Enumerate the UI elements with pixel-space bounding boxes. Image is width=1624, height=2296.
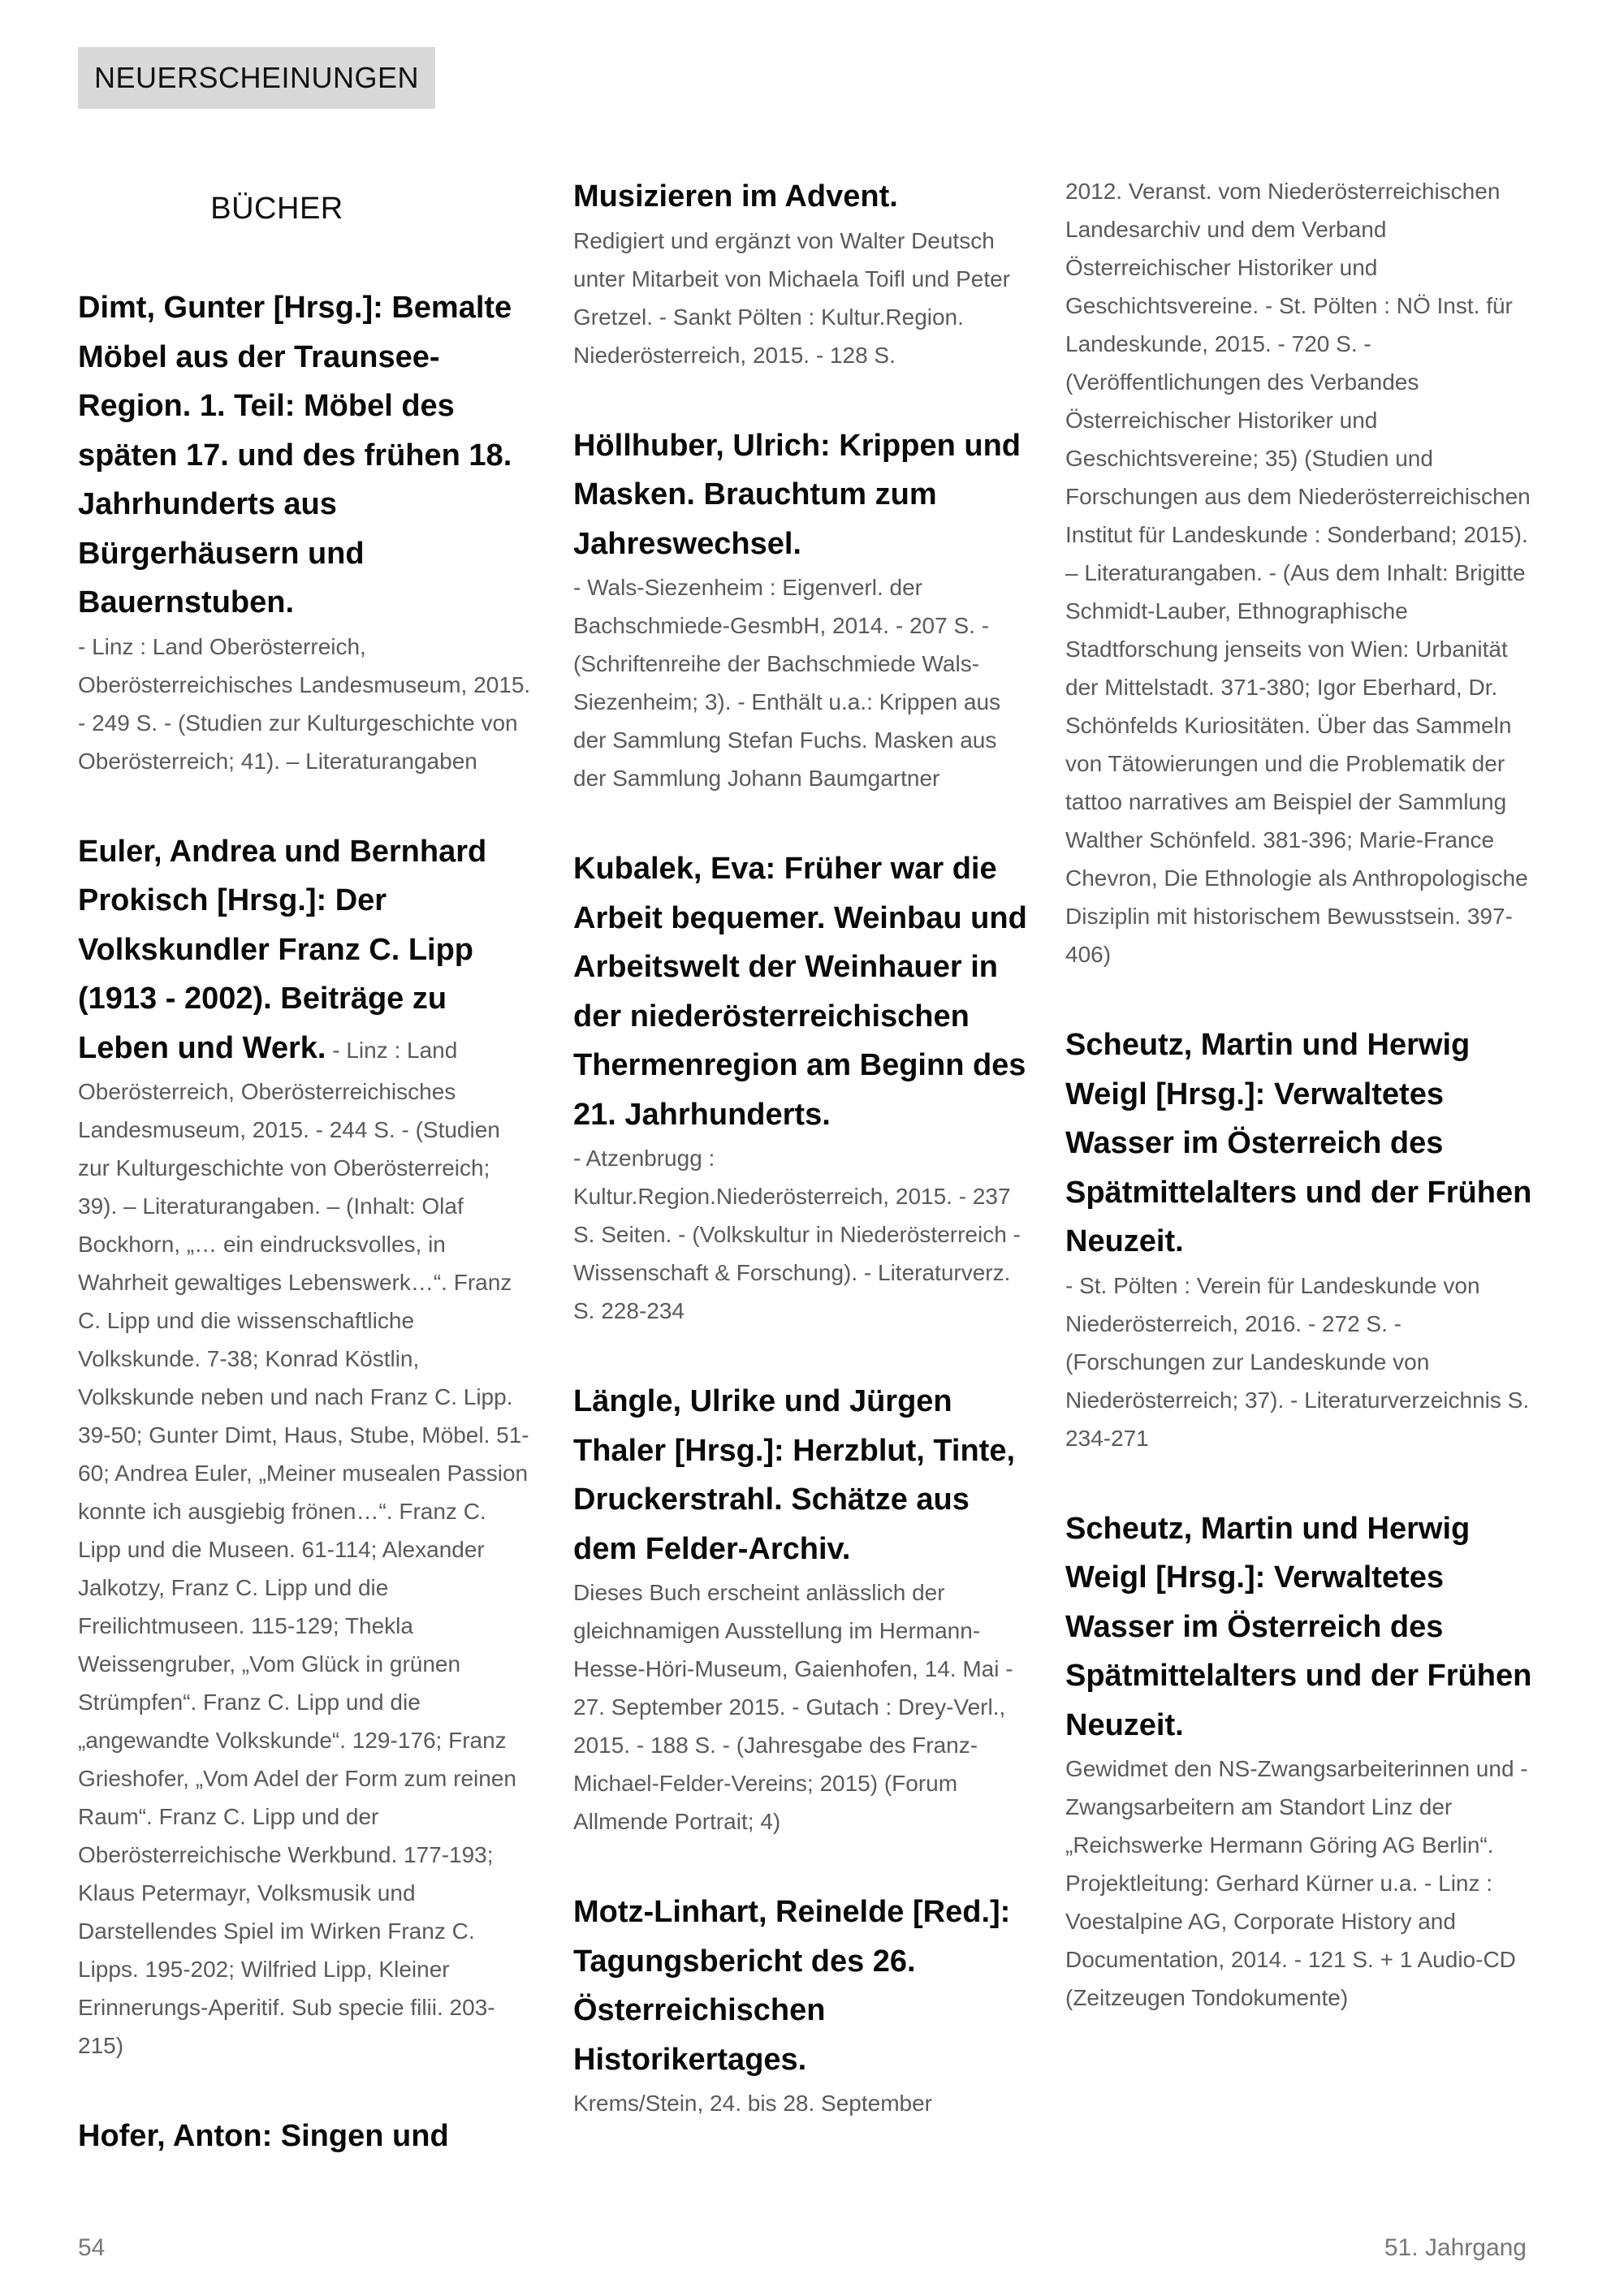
entry-body: Gewidmet den NS-Zwangsarbeiterinnen und -Zwangsarbeitern am Standort Linz der „Reichswerke Hermann Göring AG Berlin“. Projektleitung: Gerhard Kürner u.a. - Linz : Voestalpine AG, Corporate History and Documentation, 2014. - 121 S. + 1 Audio-CD (Zeitzeugen Tondokumente) bbox=[1065, 1756, 1528, 2010]
book-entry bbox=[573, 1888, 1028, 2122]
entry-body: Dieses Buch erscheint anlässlich der gleichnamigen Ausstellung im Hermann-Hesse-Höri-Museum, Gaienhofen, 14. Mai - 27. September 2015. - Gutach : Drey-Verl., 2015. - 188 S. - (Jahresgabe des Franz-Michael-Felder-Vereins; 2015) (Forum Allmende Portrait; 4) bbox=[573, 1580, 1013, 1834]
entry-title: Motz-Linhart, Reinelde [Red.]: Tagungsbericht des 26. Österreichischen Historikertages. bbox=[573, 1895, 1011, 2077]
book-entry bbox=[573, 844, 1028, 1330]
book-entry bbox=[573, 172, 1028, 374]
entry-title: Längle, Ulrike und Jürgen Thaler [Hrsg.]: Herzblut, Tinte, Druckerstrahl. Schätze aus dem Felder-Archiv. bbox=[573, 1384, 1016, 1566]
column-3 bbox=[1065, 172, 1536, 2064]
entry-continuation: 2012. Veranst. vom Niederösterreichischen Landesarchiv und dem Verband Österreichischer Historiker und Geschichtsvereine. - St. Pölten : NÖ Inst. für Landeskunde, 2015. - 720 S. - (Veröffentlichungen des Verbandes Österreichischer Historiker und Geschichtsvereine; 35) (Studien und Forschungen aus dem Niederösterreichischen Institut für Landeskunde : Sonderband; 2015). – Literaturangaben. - (Aus dem Inhalt: Brigitte Schmidt-Lauber, Ethnographische Stadtforschung jenseits von Wien: Urbanität der Mittelstadt. 371-380; Igor Eberhard, Dr. Schönfelds Kuriositäten. Über das Sammeln von Tätowierungen und die Problematik der tattoo narratives am Beispiel der Sammlung Walther Schönfeld. 381-396; Marie-France Chevron, Die Ethnologie als Anthropologische Disziplin mit historischem Bewusstsein. 397-406) bbox=[1065, 179, 1531, 967]
category-heading: BÜCHER bbox=[210, 192, 343, 226]
entry-title: Dimt, Gunter [Hrsg.]: Bemalte Möbel aus der Traunsee-Region. 1. Teil: Möbel des späten 17. und des frühen 18. Jahrhunderts aus Bürgerhäusern und Bauernstuben. bbox=[78, 291, 512, 619]
entry-body: - St. Pölten : Verein für Landeskunde von Niederösterreich, 2016. - 272 S. - (Forschungen zur Landeskunde von Niederösterreich; 37). - Literaturverzeichnis S. 234-271 bbox=[1065, 1272, 1530, 1451]
entry-body: - Wals-Siezenheim : Eigenverl. der Bachschmiede-GesmbH, 2014. - 207 S. - (Schriftenreihe der Bachschmiede Wals-Siezenheim; 3). - Enthält u.a.: Krippen aus der Sammlung Stefan Fuchs. Masken aus der Sammlung Johann Baumgartner bbox=[573, 575, 1001, 791]
volume-label: 51. Jahrgang bbox=[1384, 2234, 1527, 2261]
page-number: 54 bbox=[78, 2234, 106, 2261]
book-entry bbox=[1065, 1021, 1536, 1457]
entry-body: - Linz : Land Oberösterreich, Oberösterreichisches Landesmuseum, 2015. - 244 S. - (Studien zur Kulturgeschichte von Oberösterreich; 39). – Literaturangaben. – (Inhalt: Olaf Bockhorn, „… ein eindrucksvolles, in Wahrheit gewaltiges Lebenswerk…“. Franz C. Lipp und die wissenschaftliche Volkskunde. 7-38; Konrad Köstlin, Volkskunde neben und nach Franz C. Lipp. 39-50; Gunter Dimt, Haus, Stube, Möbel. 51-60; Andrea Euler, „Meiner musealen Passion konnte ich ausgiebig frönen…“. Franz C. Lipp und die Museen. 61-114; Alexander Jalkotzy, Franz C. Lipp und die Freilichtmuseen. 115-129; Thekla Weissengruber, „Vom Glück in grünen Strümpfen“. Franz C. Lipp und die „angewandte Volkskunde“. 129-176; Franz Grieshofer, „Vom Adel der Form zum reinen Raum“. Franz C. Lipp und der Oberösterreichische Werkbund. 177-193; Klaus Petermayr, Volksmusik und Darstellendes Spiel im Wirken Franz C. Lipps. 195-202; Wilfried Lipp, Kleiner Erinnerungs-Aperitif. Sub specie filii. 203-215) bbox=[78, 1037, 529, 2058]
book-entry bbox=[78, 827, 533, 2065]
entry-body: - Atzenbrugg : Kultur.Region.Niederösterreich, 2015. - 237 S. Seiten. - (Volkskultur in Niederösterreich - Wissenschaft & Forschung). - Literaturverz. S. 228-234 bbox=[573, 1146, 1021, 1323]
column-1 bbox=[78, 172, 533, 2208]
section-tag: NEUERSCHEINUNGEN bbox=[78, 47, 435, 109]
entry-body: - Linz : Land Oberösterreich, Oberösterreichisches Landesmuseum, 2015. - 249 S. - (Studien zur Kulturgeschichte von Oberösterreich; 41). – Literaturangaben bbox=[78, 633, 531, 774]
entry-title: Höllhuber, Ulrich: Krippen und Masken. Brauchtum zum Jahreswechsel. bbox=[573, 428, 1021, 561]
entry-title: Scheutz, Martin und Herwig Weigl [Hrsg.]: Verwaltetes Wasser im Österreich des Spätmittelalters und der Frühen Neuzeit. bbox=[1065, 1511, 1532, 1742]
entry-body: Redigiert und ergänzt von Walter Deutsch unter Mitarbeit von Michaela Toifl und Peter Gretzel. - Sankt Pölten : Kultur.Region. Niederösterreich, 2015. - 128 S. bbox=[573, 227, 1010, 368]
book-entry bbox=[573, 1377, 1028, 1841]
entry-title: Kubalek, Eva: Früher war die Arbeit bequemer. Weinbau und Arbeitswelt der Weinhauer in der niederösterreichischen Thermenregion am Beginn des 21. Jahrhunderts. bbox=[573, 852, 1027, 1132]
entry-title: Hofer, Anton: Singen und bbox=[78, 2119, 449, 2153]
entry-title: Euler, Andrea und Bernhard Prokisch [Hrsg.]: Der Volkskundler Franz C. Lipp (1913 - 2002). Beiträge zu Leben und Werk. bbox=[78, 834, 487, 1065]
column-2 bbox=[573, 172, 1028, 2169]
book-entry bbox=[78, 283, 533, 780]
book-entry bbox=[573, 421, 1028, 798]
book-entry bbox=[1065, 1504, 1536, 2018]
entry-title: Scheutz, Martin und Herwig Weigl [Hrsg.]: Verwaltetes Wasser im Österreich des Spätmittelalters und der Frühen Neuzeit. bbox=[1065, 1028, 1532, 1258]
entry-title: Musizieren im Advent. bbox=[573, 179, 898, 214]
entry-body: Krems/Stein, 24. bis 28. September bbox=[573, 2091, 932, 2116]
book-entry bbox=[78, 2112, 533, 2161]
